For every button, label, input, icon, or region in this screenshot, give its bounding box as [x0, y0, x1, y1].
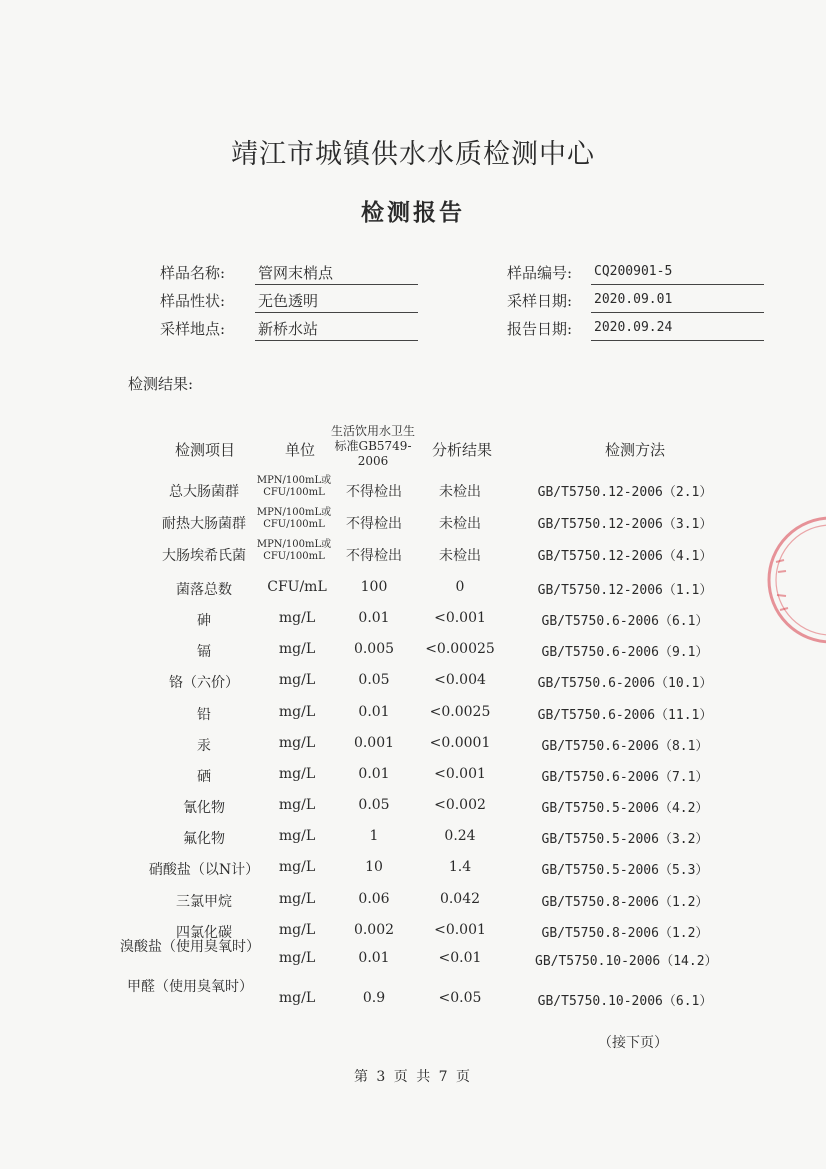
cell-unit: mg/L — [278, 922, 316, 938]
cell-standard: 0.01 — [358, 950, 390, 966]
cell-standard: 不得检出 — [346, 516, 402, 532]
cell-method: GB/T5750.12-2006（2.1） — [537, 485, 713, 500]
cell-result: <0.05 — [438, 990, 482, 1006]
cell-standard: 0.05 — [358, 797, 390, 813]
cell-result: <0.0001 — [429, 735, 491, 751]
cell-unit: mg/L — [278, 950, 316, 966]
cell-result: <0.00025 — [425, 641, 495, 657]
cell-result: <0.004 — [434, 672, 486, 688]
cell-method: GB/T5750.8-2006（1.2） — [541, 895, 709, 910]
cell-method: GB/T5750.12-2006（4.1） — [537, 549, 713, 564]
cell-method: GB/T5750.6-2006（10.1） — [537, 676, 713, 691]
sampling-date-value: 2020.09.01 — [591, 290, 764, 313]
cell-item: 氟化物 — [183, 831, 225, 847]
header-result: 分析结果 — [431, 441, 492, 459]
cell-result: <0.002 — [434, 797, 486, 813]
cell-item: 镉 — [197, 644, 211, 660]
header-method: 检测方法 — [604, 441, 665, 459]
cell-item: 菌落总数 — [176, 582, 232, 598]
header-standard: 生活饮用水卫生标准GB5749-2006 — [330, 424, 415, 468]
official-seal-stamp — [756, 500, 826, 660]
header-unit: 单位 — [284, 441, 315, 459]
cell-unit: mg/L — [278, 859, 316, 875]
cell-standard: 0.001 — [353, 735, 395, 751]
cell-method: GB/T5750.6-2006（7.1） — [541, 770, 709, 785]
sample-number-label: 样品编号: — [507, 264, 573, 282]
cell-result: 1.4 — [448, 859, 472, 875]
sampling-date-label: 采样日期: — [507, 292, 573, 310]
cell-result: 未检出 — [439, 484, 481, 500]
cell-method: GB/T5750.12-2006（3.1） — [537, 517, 713, 532]
cell-unit: mg/L — [278, 735, 316, 751]
cell-standard: 0.9 — [362, 990, 386, 1006]
cell-unit: MPN/100mL或CFU/100mL — [256, 539, 332, 562]
cell-method: GB/T5750.10-2006（14.2） — [535, 954, 718, 969]
cell-method: GB/T5750.10-2006（6.1） — [537, 994, 713, 1009]
cell-standard: 1 — [369, 828, 379, 844]
cell-method: GB/T5750.6-2006（11.1） — [537, 708, 713, 723]
header-item: 检测项目 — [174, 441, 235, 459]
results-label: 检测结果: — [128, 375, 194, 393]
cell-unit: mg/L — [278, 891, 316, 907]
cell-standard: 0.005 — [353, 641, 395, 657]
cell-unit: mg/L — [278, 641, 316, 657]
cell-result: <0.001 — [434, 766, 486, 782]
cell-method: GB/T5750.5-2006（5.3） — [541, 863, 709, 878]
cell-item: 铬（六价） — [169, 675, 239, 691]
cell-method: GB/T5750.6-2006（6.1） — [541, 614, 709, 629]
continued-note: （接下页） — [598, 1035, 668, 1051]
cell-result: <0.0025 — [429, 704, 491, 720]
cell-result: 0.042 — [439, 891, 481, 907]
cell-method: GB/T5750.5-2006（4.2） — [541, 801, 709, 816]
sample-name-value: 管网末梢点 — [255, 262, 418, 285]
cell-standard: 不得检出 — [346, 484, 402, 500]
cell-standard: 100 — [360, 579, 388, 595]
organization-title: 靖江市城镇供水水质检测中心 — [231, 139, 595, 170]
cell-item: 耐热大肠菌群 — [162, 516, 246, 532]
cell-item: 溴酸盐（使用臭氧时） — [120, 939, 260, 955]
cell-standard: 0.01 — [358, 766, 390, 782]
cell-item: 硒 — [197, 769, 211, 785]
cell-result: <0.001 — [434, 610, 486, 626]
cell-item: 四氯化碳 — [176, 925, 232, 941]
cell-method: GB/T5750.12-2006（1.1） — [537, 583, 713, 598]
cell-standard: 0.002 — [353, 922, 395, 938]
cell-unit: mg/L — [278, 610, 316, 626]
sample-name-label: 样品名称: — [160, 264, 226, 282]
cell-unit: MPN/100mL或CFU/100mL — [256, 507, 332, 530]
cell-result: <0.01 — [438, 950, 482, 966]
cell-unit: MPN/100mL或CFU/100mL — [256, 475, 332, 498]
cell-result: 0 — [455, 579, 465, 595]
report-title: 检测报告 — [361, 199, 465, 226]
sampling-location-value: 新桥水站 — [255, 318, 418, 341]
cell-method: GB/T5750.6-2006（8.1） — [541, 739, 709, 754]
cell-standard: 不得检出 — [346, 548, 402, 564]
cell-unit: mg/L — [278, 672, 316, 688]
cell-item: 三氯甲烷 — [176, 894, 232, 910]
cell-item: 硝酸盐（以N计） — [148, 862, 260, 878]
cell-method: GB/T5750.5-2006（3.2） — [541, 832, 709, 847]
cell-unit: mg/L — [278, 990, 316, 1006]
cell-unit: mg/L — [278, 828, 316, 844]
sample-nature-label: 样品性状: — [160, 292, 226, 310]
cell-standard: 0.01 — [358, 704, 390, 720]
sample-number-value: CQ200901-5 — [591, 262, 764, 285]
cell-result: 0.24 — [444, 828, 476, 844]
report-date-label: 报告日期: — [507, 320, 573, 338]
cell-unit: mg/L — [278, 704, 316, 720]
page-number: 第 3 页 共 7 页 — [353, 1069, 473, 1085]
cell-standard: 0.01 — [358, 610, 390, 626]
cell-item: 甲醛（使用臭氧时） — [127, 979, 253, 995]
cell-item: 汞 — [197, 738, 211, 754]
sampling-location-label: 采样地点: — [160, 320, 226, 338]
cell-result: 未检出 — [439, 516, 481, 532]
cell-method: GB/T5750.6-2006（9.1） — [541, 645, 709, 660]
cell-item: 氰化物 — [183, 800, 225, 816]
cell-unit: mg/L — [278, 766, 316, 782]
cell-item: 总大肠菌群 — [169, 484, 239, 500]
cell-standard: 0.06 — [358, 891, 390, 907]
cell-unit: mg/L — [278, 797, 316, 813]
cell-item: 铅 — [197, 707, 211, 723]
cell-item: 大肠埃希氏菌 — [162, 548, 246, 564]
report-date-value: 2020.09.24 — [591, 318, 764, 341]
cell-method: GB/T5750.8-2006（1.2） — [541, 926, 709, 941]
cell-result: <0.001 — [434, 922, 486, 938]
sample-nature-value: 无色透明 — [255, 290, 418, 313]
cell-result: 未检出 — [439, 548, 481, 564]
cell-item: 砷 — [197, 613, 211, 629]
cell-standard: 10 — [365, 859, 383, 875]
cell-unit: CFU/mL — [267, 579, 327, 595]
cell-standard: 0.05 — [358, 672, 390, 688]
